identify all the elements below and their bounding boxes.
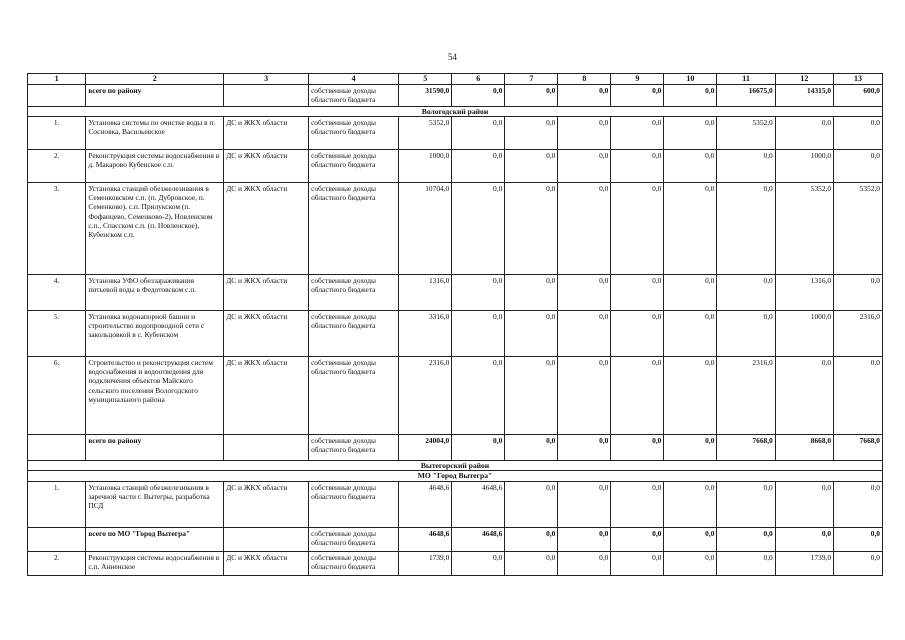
- value-col-8: 0,0: [558, 527, 611, 551]
- row-funding-source: собственные доходы областного бюджета: [309, 551, 399, 575]
- total-row: [28, 527, 883, 551]
- row-executor: [224, 85, 309, 107]
- row-executor: ДС и ЖКХ области: [224, 551, 309, 575]
- value-col-7: 0,0: [505, 527, 558, 551]
- value-col-6: 0,0: [452, 434, 505, 460]
- section-title: МО "Город Вытегра": [28, 471, 883, 481]
- row-index: 3.: [28, 182, 86, 274]
- column-header-13: 13: [834, 74, 883, 85]
- row-measure: Установка водонапорной башни и строительство водопроводной сети с закольцовкой в с. Кубенском: [86, 310, 224, 356]
- row-funding-source: собственные доходы областного бюджета: [309, 310, 399, 356]
- value-col-9: 0,0: [611, 551, 664, 575]
- value-col-11: 0,0: [717, 527, 775, 551]
- value-col-7: 0,0: [505, 356, 558, 434]
- value-col-5: 1316,0: [399, 274, 452, 310]
- column-header-10: 10: [664, 74, 717, 85]
- value-col-10: 0,0: [664, 116, 717, 149]
- value-col-11: 2316,0: [717, 356, 775, 434]
- value-col-12: 1000,0: [775, 149, 833, 182]
- value-col-10: 0,0: [664, 527, 717, 551]
- value-col-7: 0,0: [505, 310, 558, 356]
- row-index: 1.: [28, 481, 86, 527]
- table-row: [28, 356, 883, 434]
- value-col-12: 0,0: [775, 356, 833, 434]
- value-col-9: 0,0: [611, 149, 664, 182]
- value-col-12: 1000,0: [775, 310, 833, 356]
- column-header-7: 7: [505, 74, 558, 85]
- row-index: 2.: [28, 551, 86, 575]
- value-col-13: 0,0: [834, 527, 883, 551]
- section-header-row: [28, 471, 883, 481]
- total-row: [28, 434, 883, 460]
- value-col-11: 0,0: [717, 310, 775, 356]
- total-row: [28, 85, 883, 107]
- table-row: [28, 310, 883, 356]
- row-funding-source: собственные доходы областного бюджета: [309, 434, 399, 460]
- column-header-12: 12: [775, 74, 833, 85]
- value-col-8: 0,0: [558, 149, 611, 182]
- row-executor: ДС и ЖКХ области: [224, 274, 309, 310]
- value-col-11: 16675,0: [717, 85, 775, 107]
- row-measure: всего по МО "Город Вытегра": [86, 527, 224, 551]
- value-col-5: 2316,0: [399, 356, 452, 434]
- value-col-6: 0,0: [452, 85, 505, 107]
- column-header-6: 6: [452, 74, 505, 85]
- value-col-12: 14315,0: [775, 85, 833, 107]
- value-col-5: 1739,0: [399, 551, 452, 575]
- row-executor: [224, 434, 309, 460]
- value-col-11: 7668,0: [717, 434, 775, 460]
- section-title: Вологодский район: [28, 106, 883, 116]
- value-col-8: 0,0: [558, 182, 611, 274]
- table-row: [28, 481, 883, 527]
- row-index: 4.: [28, 274, 86, 310]
- value-col-11: 0,0: [717, 149, 775, 182]
- value-col-12: 1316,0: [775, 274, 833, 310]
- value-col-7: 0,0: [505, 182, 558, 274]
- value-col-11: 0,0: [717, 551, 775, 575]
- value-col-6: 4648,6: [452, 481, 505, 527]
- value-col-5: 31590,0: [399, 85, 452, 107]
- row-funding-source: собственные доходы областного бюджета: [309, 182, 399, 274]
- value-col-5: 3316,0: [399, 310, 452, 356]
- value-col-12: 1739,0: [775, 551, 833, 575]
- column-header-11: 11: [717, 74, 775, 85]
- row-index: 5.: [28, 310, 86, 356]
- row-executor: ДС и ЖКХ области: [224, 356, 309, 434]
- value-col-11: 0,0: [717, 274, 775, 310]
- value-col-6: 0,0: [452, 116, 505, 149]
- value-col-13: 5352,0: [834, 182, 883, 274]
- value-col-7: 0,0: [505, 85, 558, 107]
- table-row: [28, 116, 883, 149]
- column-header-8: 8: [558, 74, 611, 85]
- value-col-10: 0,0: [664, 356, 717, 434]
- row-funding-source: собственные доходы областного бюджета: [309, 116, 399, 149]
- section-header-row: [28, 106, 883, 116]
- section-title: Вытегорский район: [28, 460, 883, 470]
- value-col-6: 0,0: [452, 274, 505, 310]
- column-header-2: 2: [86, 74, 224, 85]
- value-col-5: 1000,0: [399, 149, 452, 182]
- value-col-10: 0,0: [664, 434, 717, 460]
- row-measure: Реконструкция системы водоснабжения в д. Макарово Кубенское с.п.: [86, 149, 224, 182]
- row-funding-source: собственные доходы областного бюджета: [309, 85, 399, 107]
- row-funding-source: собственные доходы областного бюджета: [309, 149, 399, 182]
- value-col-10: 0,0: [664, 310, 717, 356]
- value-col-11: 5352,0: [717, 116, 775, 149]
- row-measure: Установка УФО обеззараживания питьевой воды в Федотовском с.п.: [86, 274, 224, 310]
- table-row: [28, 149, 883, 182]
- column-header-5: 5: [399, 74, 452, 85]
- row-index: 6.: [28, 356, 86, 434]
- column-header-1: 1: [28, 74, 86, 85]
- value-col-8: 0,0: [558, 274, 611, 310]
- value-col-7: 0,0: [505, 481, 558, 527]
- value-col-10: 0,0: [664, 551, 717, 575]
- row-measure: всего по району: [86, 434, 224, 460]
- value-col-5: 5352,0: [399, 116, 452, 149]
- value-col-13: 0,0: [834, 274, 883, 310]
- value-col-8: 0,0: [558, 481, 611, 527]
- value-col-13: 0,0: [834, 481, 883, 527]
- value-col-9: 0,0: [611, 356, 664, 434]
- row-measure: Установка системы по очистке воды в п. Сосновка, Васильевское: [86, 116, 224, 149]
- value-col-13: 600,0: [834, 85, 883, 107]
- value-col-6: 0,0: [452, 551, 505, 575]
- value-col-13: 0,0: [834, 551, 883, 575]
- column-header-9: 9: [611, 74, 664, 85]
- row-index: 2.: [28, 149, 86, 182]
- row-measure: Строительство и реконструкция систем водоснабжения и водоотведения для подключения объектов Майского сельского поселения Вологодского муниципального района: [86, 356, 224, 434]
- value-col-13: 7668,0: [834, 434, 883, 460]
- value-col-10: 0,0: [664, 149, 717, 182]
- value-col-6: 4648,6: [452, 527, 505, 551]
- budget-table: [27, 73, 883, 576]
- value-col-8: 0,0: [558, 310, 611, 356]
- value-col-9: 0,0: [611, 310, 664, 356]
- table-row: [28, 182, 883, 274]
- value-col-13: 0,0: [834, 149, 883, 182]
- value-col-9: 0,0: [611, 434, 664, 460]
- value-col-12: 8668,0: [775, 434, 833, 460]
- row-executor: ДС и ЖКХ области: [224, 481, 309, 527]
- value-col-13: 0,0: [834, 356, 883, 434]
- row-measure: Установка станций обезжелезивания в Семенковском с.п. (п. Дубровское, п. Семенково), с.п. Прилукском (п. Фофанцево, Семенково-2), Новленском с.п., Спасском с.п. (п. Новленское), Кубенском с.п.: [86, 182, 224, 274]
- table-row: [28, 274, 883, 310]
- row-index: [28, 527, 86, 551]
- value-col-8: 0,0: [558, 356, 611, 434]
- row-funding-source: собственные доходы областного бюджета: [309, 274, 399, 310]
- value-col-12: 5352,0: [775, 182, 833, 274]
- column-header-4: 4: [309, 74, 399, 85]
- value-col-5: 4648,6: [399, 527, 452, 551]
- value-col-10: 0,0: [664, 182, 717, 274]
- value-col-7: 0,0: [505, 274, 558, 310]
- row-executor: ДС и ЖКХ области: [224, 182, 309, 274]
- value-col-11: 0,0: [717, 182, 775, 274]
- row-executor: ДС и ЖКХ области: [224, 310, 309, 356]
- value-col-9: 0,0: [611, 116, 664, 149]
- row-funding-source: собственные доходы областного бюджета: [309, 481, 399, 527]
- row-executor: [224, 527, 309, 551]
- value-col-7: 0,0: [505, 434, 558, 460]
- row-funding-source: собственные доходы областного бюджета: [309, 356, 399, 434]
- value-col-10: 0,0: [664, 274, 717, 310]
- row-executor: ДС и ЖКХ области: [224, 149, 309, 182]
- value-col-6: 0,0: [452, 356, 505, 434]
- value-col-12: 0,0: [775, 481, 833, 527]
- row-measure: Установка станций обезжелезивания в заречной части г. Вытегры, разработка ПСД: [86, 481, 224, 527]
- value-col-5: 4648,6: [399, 481, 452, 527]
- value-col-6: 0,0: [452, 310, 505, 356]
- row-index: 1.: [28, 116, 86, 149]
- row-measure: Реконструкция системы водоснабжения в с.п. Анненское: [86, 551, 224, 575]
- table-row: [28, 551, 883, 575]
- value-col-10: 0,0: [664, 481, 717, 527]
- value-col-8: 0,0: [558, 434, 611, 460]
- row-executor: ДС и ЖКХ области: [224, 116, 309, 149]
- value-col-9: 0,0: [611, 182, 664, 274]
- value-col-9: 0,0: [611, 527, 664, 551]
- value-col-9: 0,0: [611, 481, 664, 527]
- value-col-6: 0,0: [452, 149, 505, 182]
- value-col-9: 0,0: [611, 274, 664, 310]
- column-number-header: [28, 74, 883, 85]
- value-col-6: 0,0: [452, 182, 505, 274]
- value-col-7: 0,0: [505, 116, 558, 149]
- page-number: 54: [448, 52, 457, 62]
- value-col-11: 0,0: [717, 481, 775, 527]
- value-col-5: 10704,0: [399, 182, 452, 274]
- row-measure: всего по району: [86, 85, 224, 107]
- row-funding-source: собственные доходы областного бюджета: [309, 527, 399, 551]
- value-col-7: 0,0: [505, 149, 558, 182]
- value-col-5: 24004,0: [399, 434, 452, 460]
- value-col-12: 0,0: [775, 116, 833, 149]
- column-header-3: 3: [224, 74, 309, 85]
- row-index: [28, 434, 86, 460]
- value-col-12: 0,0: [775, 527, 833, 551]
- value-col-8: 0,0: [558, 551, 611, 575]
- value-col-13: 2316,0: [834, 310, 883, 356]
- row-index: [28, 85, 86, 107]
- value-col-7: 0,0: [505, 551, 558, 575]
- value-col-8: 0,0: [558, 116, 611, 149]
- table-body: [28, 85, 883, 576]
- value-col-10: 0,0: [664, 85, 717, 107]
- section-header-row: [28, 460, 883, 470]
- value-col-8: 0,0: [558, 85, 611, 107]
- value-col-9: 0,0: [611, 85, 664, 107]
- value-col-13: 0,0: [834, 116, 883, 149]
